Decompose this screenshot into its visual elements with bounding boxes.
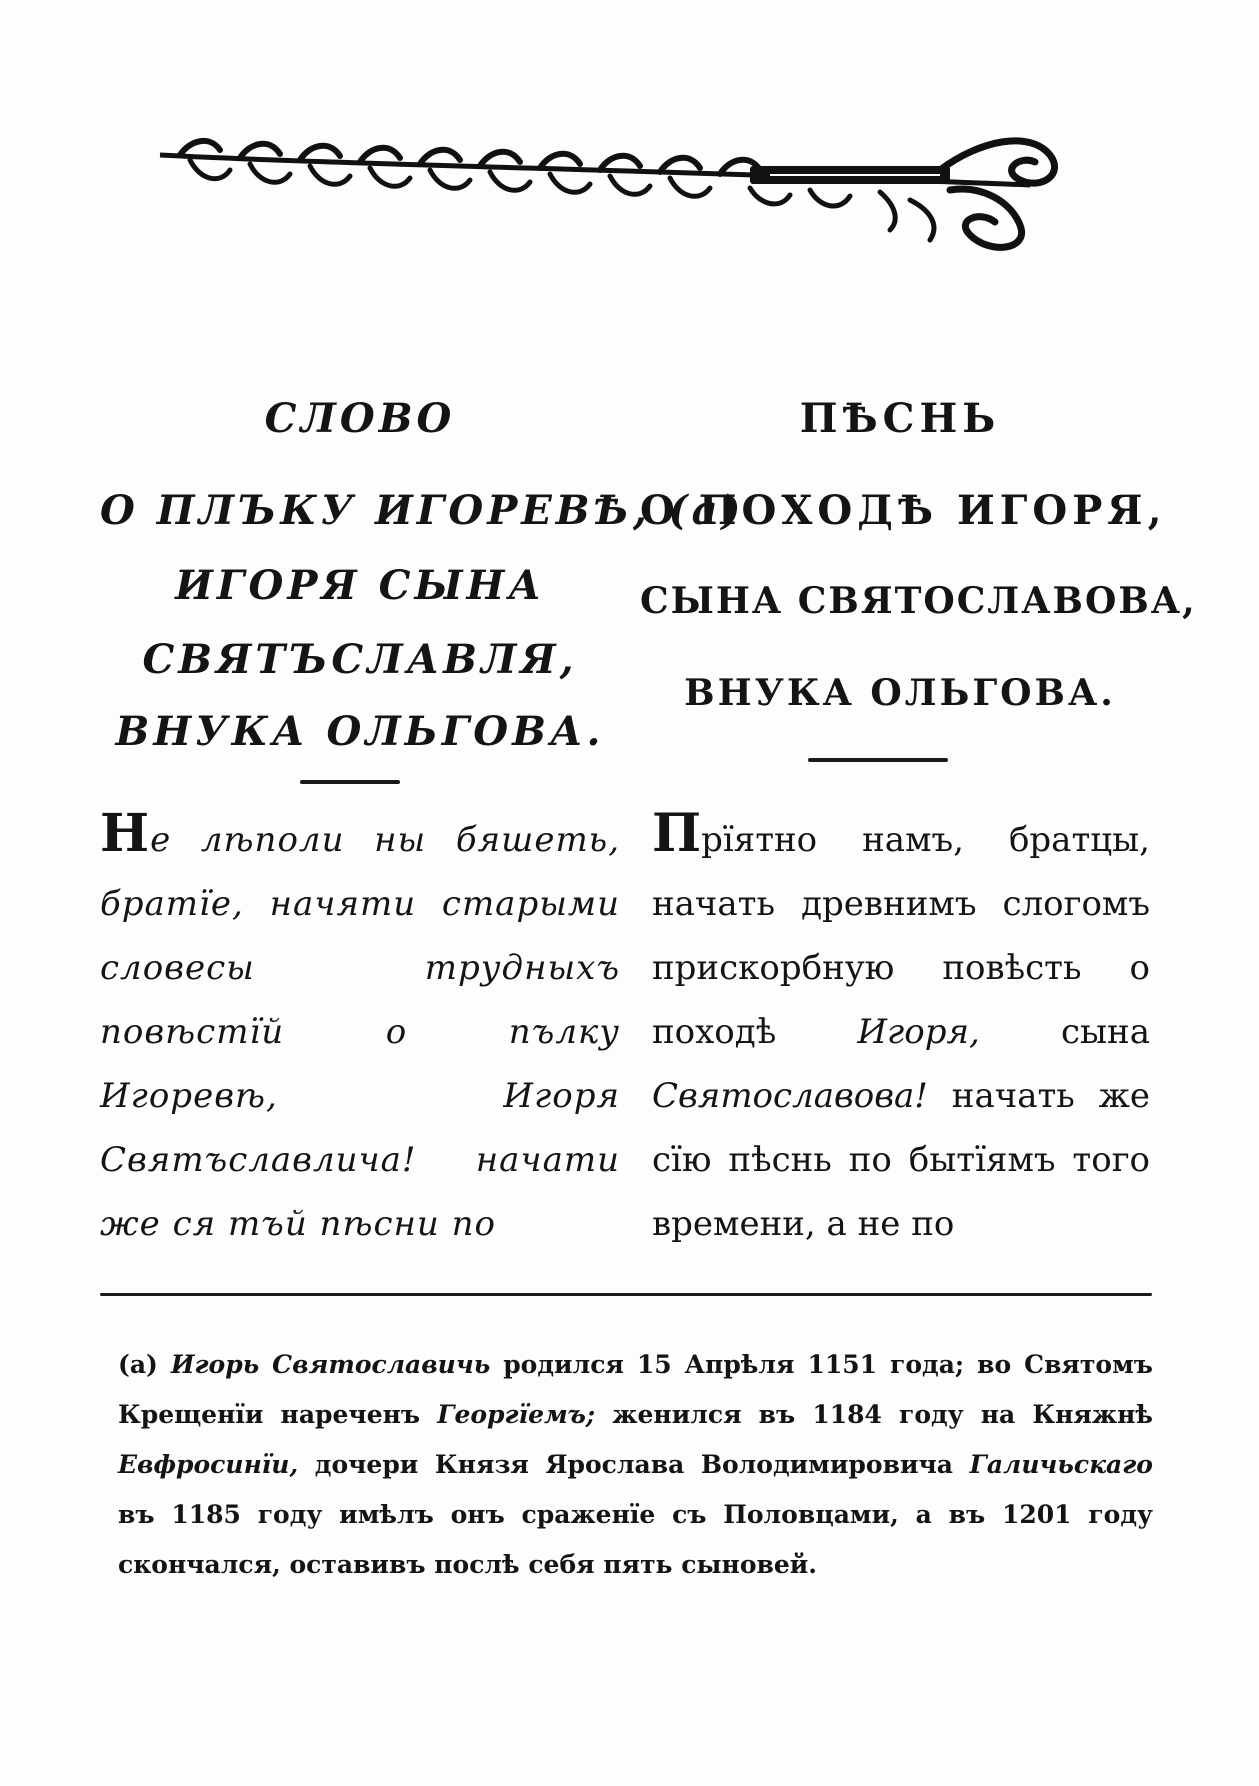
right-title-rule xyxy=(808,758,948,762)
footnote-text-3: дочери Князя Ярослава Володимировича xyxy=(314,1450,953,1479)
footnote-name-1: Игорь Святославичь xyxy=(170,1350,491,1379)
footnote-text-2: женился въ 1184 году на Княжнѣ xyxy=(612,1400,1153,1429)
footnote-name-3: Евфросинїи, xyxy=(118,1450,299,1479)
left-title-line-4: СВЯТЪСЛАВЛЯ, xyxy=(142,636,578,683)
right-title-line-4: ВНУКА ОЛЬГОВА. xyxy=(684,672,1116,714)
right-body-name-svyatoslav: Святославова! xyxy=(652,1076,928,1116)
footnote-marker: (а) xyxy=(118,1350,158,1379)
left-dropcap: Н xyxy=(100,803,151,864)
left-title-line-5: ВНУКА ОЛЬГОВА. xyxy=(115,708,605,755)
left-title-line-2: О ПЛЪКУ ИГОРЕВѢ, (а) xyxy=(100,487,745,534)
footnote-text-1: родился 15 Апрѣля 1151 года; во Святомъ Крещенїи нареченъ xyxy=(118,1350,1153,1429)
left-body-text xyxy=(100,803,620,1256)
right-body-part-2: сына xyxy=(1060,1012,1150,1052)
footnote xyxy=(118,1340,1153,1590)
right-body-name-igor: Игоря, xyxy=(857,1012,980,1052)
left-title-block xyxy=(100,0,745,800)
left-title-line-1: СЛОВО xyxy=(264,395,456,442)
left-title-line-3: ИГОРЯ СЫНА xyxy=(175,562,545,609)
right-dropcap: П xyxy=(652,803,702,864)
left-body-content: е лѣполи ны бяшеть, братїе, начяти старыми словесы трудныхъ повѣстїй о пълку Игоревѣ, Игоря Святъславлича! начати же ся тъй пѣсни по xyxy=(100,820,620,1244)
right-title-line-1: ПѢСНЬ xyxy=(799,395,1001,442)
left-title-rule xyxy=(300,780,400,784)
footnote-separator xyxy=(100,1293,1152,1296)
right-body-part-1: рїятно намъ, братцы, начать древнимъ слогомъ прискорбную повѣсть о походѣ xyxy=(652,820,1150,1052)
right-title-block xyxy=(640,0,1197,800)
footnote-name-2: Георгїемъ; xyxy=(437,1400,596,1429)
right-body-text xyxy=(652,803,1150,1256)
footnote-text-4: въ 1185 году имѣлъ онъ сраженїе съ Половцами, а въ 1201 году скончался, оставивъ послѣ себя пять сыновей. xyxy=(118,1500,1153,1579)
right-body-part-3: начать же сїю пѣснь по бытїямъ того времени, а не по xyxy=(652,1076,1150,1244)
right-title-line-2: О ПОХОДѢ ИГОРЯ, xyxy=(640,487,1167,534)
right-title-line-3: СЫНА СВЯТОСЛАВОВА, xyxy=(640,580,1197,622)
footnote-name-4: Галичьскаго xyxy=(969,1450,1153,1479)
